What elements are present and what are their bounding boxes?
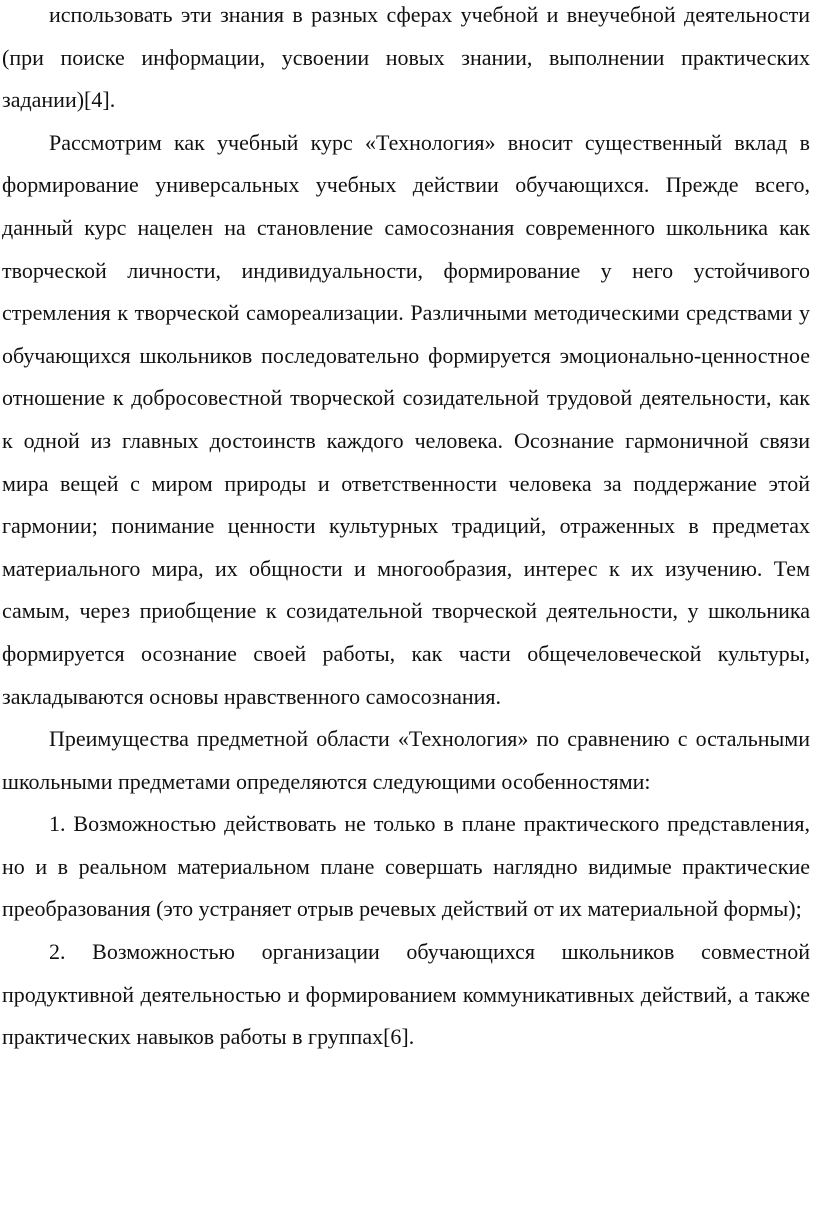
list-item-2: 2. Возможностью организации обучающихся школьников совместной продуктивной деятельностью и формированием коммуникативных действий, а также практических навыков работы в группах[6]. (2, 939, 810, 1050)
paragraph-technology-course: Рассмотрим как учебный курс «Технология» вносит существенный вклад в формирование универсальных учебных действии обучающихся. Прежде всего, данный курс нацелен на становление самосознания современного школьника как творческой личности, индивидуальности, формирование у него устойчивого стремления к творческой самореализации. Различными методическими средствами у обучающихся школьников последовательно формируется эмоционально-ценностное отношение к добросовестной творческой созидательной трудовой деятельности, как к одной из главных достоинств каждого человека. Осознание гармоничной связи мира вещей с миром природы и ответственности человека за поддержание этой гармонии; понимание ценности культурных традиций, отраженных в предметах материального мира, их общности и многообразия, интерес к их изучению. Тем самым, через приобщение к созидательной творческой деятельности, у школьника формируется осознание своей работы, как части общечеловеческой культуры, закладываются основы нравственного самосознания. (2, 129, 810, 709)
list-item-1: 1. Возможностью действовать не только в плане практического представления, но и в реальном материальном плане совершать наглядно видимые практические преобразования (это устраняет отрыв речевых действий от их материальной формы); (2, 811, 810, 922)
paragraph-continuation: использовать эти знания в разных сферах учебной и внеучебной деятельности (при поиске информации, усвоении новых знании, выполнении практических задании)[4]. (2, 2, 810, 113)
paragraph-advantages-intro: Преимущества предметной области «Технология» по сравнению с остальными школьными предметами определяются следующими особенностями: (2, 726, 810, 794)
